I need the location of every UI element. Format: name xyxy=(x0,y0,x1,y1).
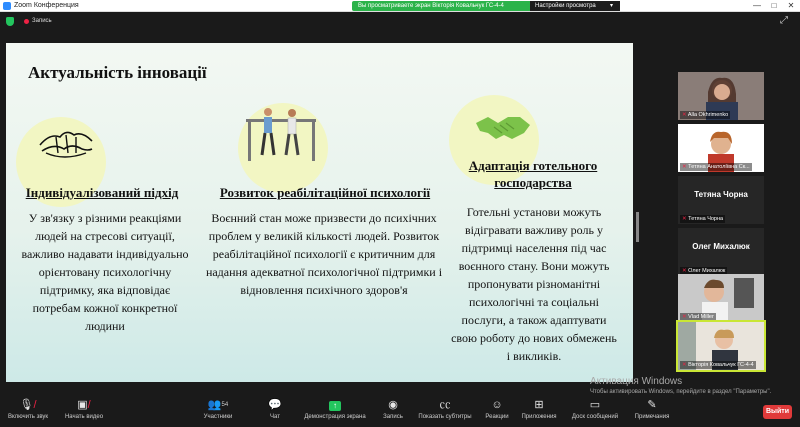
participants-button[interactable] xyxy=(198,397,238,427)
title-bar xyxy=(0,0,800,12)
toolbar-label: Примечания xyxy=(634,414,670,420)
meeting-top-bar xyxy=(0,12,800,30)
apps-button[interactable] xyxy=(518,397,560,427)
captions-icon: ㏄ xyxy=(439,399,451,411)
participant-tile[interactable] xyxy=(678,274,764,322)
share-screen-icon: ↑ xyxy=(302,397,368,413)
recording-label: Запись xyxy=(32,18,52,24)
toolbar-label: Запись xyxy=(383,414,403,420)
unmute-button[interactable] xyxy=(2,397,54,427)
apps-icon: ⊞ xyxy=(534,399,544,411)
maximize-button[interactable]: □ xyxy=(771,1,777,10)
activation-title: Активация Windows xyxy=(590,376,683,387)
hands-icon xyxy=(36,123,96,163)
window-title: Zoom Конференция xyxy=(14,2,79,9)
zoom-app-icon xyxy=(3,2,11,10)
participant-name xyxy=(680,215,725,223)
notes-icon: ✎ xyxy=(647,399,657,411)
participant-name xyxy=(680,111,730,119)
share-banner-text: Вы просматриваете экран Вікторія Ковальчук ГС-4-4 xyxy=(358,3,504,9)
mic-muted-icon: 🎙/ xyxy=(19,399,37,411)
mic-muted-icon: ✕ xyxy=(682,216,689,222)
reactions-icon: ☺ xyxy=(491,399,503,411)
panel-scrollbar[interactable] xyxy=(636,212,639,242)
participants-count: 54 xyxy=(221,402,229,408)
participant-name-text: Олег Михалюк xyxy=(688,268,726,274)
toolbar-label: Демонстрация экрана xyxy=(304,414,366,420)
column-body-3: Готельні установи можуть відігравати важливу роль у підтримці населення під час воєнного стану. Вони можуть пропонувати різноманітні психологічні та соціальні послуги, а також адаптувати свою роботу до нових обмежень і викликів. xyxy=(451,205,617,363)
column-body-2: Воєнний стан може призвести до психічних проблем у великій кількості людей. Розвиток реабілітаційної психології є критичним для надання адекватної психологічної підтримки і відновлення психічного здоров'я xyxy=(205,211,443,297)
participant-name-text: Alla Okhrimenko xyxy=(687,112,729,118)
participant-tile-active-speaker[interactable] xyxy=(678,322,764,370)
participant-name xyxy=(680,313,716,321)
toolbar-label: Реакции xyxy=(485,414,509,420)
participant-display-name: Олег Михалюк xyxy=(692,242,750,251)
reactions-button[interactable] xyxy=(482,397,512,427)
toolbar-label: Доск сообщений xyxy=(571,414,619,420)
participant-name xyxy=(680,163,752,171)
participant-tile[interactable] xyxy=(678,124,764,172)
whiteboard-button[interactable] xyxy=(566,397,624,427)
participants-panel xyxy=(636,30,800,397)
participant-name-text: Тетяна Анатоліївна Ск... xyxy=(688,164,750,170)
participant-display-name: Тетяна Чорна xyxy=(694,190,748,199)
handshake-icon xyxy=(474,113,532,143)
mic-muted-icon: ✕ xyxy=(682,362,689,368)
toolbar-label: Начать видео xyxy=(64,414,104,420)
participant-name-text: Вікторія Ковальчук ГС-4-4 xyxy=(688,362,754,368)
fullscreen-icon[interactable]: ⤢ xyxy=(780,15,788,26)
participants-icon: 👥$^{54}$ xyxy=(207,399,229,411)
chevron-down-icon: ▾ xyxy=(610,3,614,9)
shared-screen-slide xyxy=(6,43,633,382)
toolbar-label: Чат xyxy=(270,414,280,420)
view-options-label: Настройки просмотра xyxy=(535,3,596,9)
start-video-button[interactable] xyxy=(58,397,110,427)
mic-muted-icon: ✕ xyxy=(682,164,689,170)
toolbar-label: Показать субтитры xyxy=(418,414,472,420)
recording-dot-icon xyxy=(24,19,29,24)
mic-muted-icon: ✕ xyxy=(682,314,689,320)
close-button[interactable]: ✕ xyxy=(787,1,795,10)
participant-tile[interactable] xyxy=(678,176,764,224)
video-off-icon: ▣/ xyxy=(77,399,91,411)
participant-name-text: Vlad Miller xyxy=(688,314,714,320)
participant-tile[interactable] xyxy=(678,228,764,276)
column-heading-3: Адаптація готельного господарства xyxy=(468,158,598,190)
chat-icon: 💬 xyxy=(268,399,282,411)
security-shield-icon[interactable] xyxy=(6,17,14,26)
notes-button[interactable] xyxy=(630,397,674,427)
record-icon: ◉ xyxy=(388,399,398,411)
captions-button[interactable] xyxy=(416,397,474,427)
activation-text: Чтобы активировать Windows, перейдите в раздел "Параметры". xyxy=(590,389,772,395)
mic-muted-icon: ✕ xyxy=(682,112,688,118)
participant-name-text: Тетяна Чорна xyxy=(688,216,724,222)
rehab-people-icon xyxy=(238,103,328,163)
record-button[interactable] xyxy=(378,397,408,427)
leave-button[interactable]: Выйти xyxy=(763,405,792,419)
column-heading-1: Індивідуалізований підхід xyxy=(25,185,179,200)
toolbar-label: Включить звук xyxy=(7,414,48,420)
column-body-1: У зв'язку з різними реакціями людей на стресові ситуації, важливо надавати індивідуально орієнтовану психологічну підтримку, яка відповідає потребам кожної конкретної людини xyxy=(21,211,189,333)
windows-activation-watermark xyxy=(590,376,800,396)
toolbar-label: Участники xyxy=(203,414,233,420)
whiteboard-icon: ▭ xyxy=(589,399,601,411)
share-banner xyxy=(352,1,538,11)
toolbar-label: Приложения xyxy=(521,414,557,420)
slide-title: Актуальність інновації xyxy=(28,63,207,82)
column-heading-2: Розвиток реабілітаційної психології xyxy=(219,185,431,200)
participant-tile[interactable] xyxy=(678,72,764,120)
chat-button[interactable] xyxy=(262,397,288,427)
minimize-button[interactable]: — xyxy=(753,1,761,10)
view-options-button[interactable] xyxy=(530,1,620,11)
participant-name xyxy=(680,361,756,369)
mic-muted-icon: ✕ xyxy=(682,268,689,274)
meeting-toolbar xyxy=(0,397,800,427)
share-screen-button[interactable] xyxy=(302,397,368,427)
